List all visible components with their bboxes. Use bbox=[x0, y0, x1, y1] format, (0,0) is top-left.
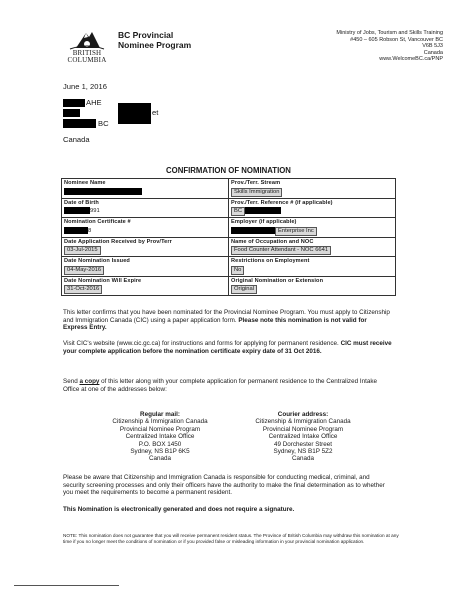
ministry-line: #450 – 605 Robson St, Vancouver BC bbox=[350, 36, 443, 43]
redaction-block bbox=[63, 119, 96, 128]
employer-value-wrap bbox=[231, 227, 393, 236]
table-row bbox=[62, 257, 396, 277]
table-row bbox=[62, 218, 396, 238]
certificate-label: Nomination Certificate # bbox=[64, 219, 131, 226]
table-cell bbox=[62, 276, 229, 296]
address-line: Provincial Nominee Program bbox=[119, 425, 201, 433]
ministry-website: www.WelcomeBC.ca/PNP bbox=[379, 56, 443, 63]
original-value-wrap bbox=[231, 285, 393, 294]
table-row bbox=[62, 198, 396, 218]
table-row bbox=[62, 276, 396, 296]
address-line: Canada bbox=[148, 455, 172, 463]
logo-text-line1: BRITISH bbox=[72, 49, 102, 57]
received-value-wrap bbox=[64, 246, 226, 255]
address-line: Sydney, NS B1P 5Z2 bbox=[273, 448, 333, 456]
occupation-label: Name of Occupation and NOC bbox=[231, 238, 314, 245]
dob-label: Date of Birth bbox=[64, 199, 99, 206]
regular-mail-address bbox=[95, 411, 225, 463]
redaction-block bbox=[245, 207, 281, 214]
paragraph-text: Visit CIC's website (www.cic.gc.ca) for instructions and forms for applying for permanent residence. bbox=[63, 340, 341, 347]
received-label: Date Application Received by Prov/Terr bbox=[64, 238, 172, 245]
received-value: 03-Jul-2015 bbox=[64, 246, 101, 255]
paragraph-emphasis: CIC must receive your complete application before the nomination certificate expiry date of 31 Oct 2016. bbox=[63, 340, 392, 355]
paragraph-text: Send bbox=[63, 378, 80, 385]
ministry-line: V6B 5J3 bbox=[422, 43, 443, 50]
reference-value-wrap bbox=[231, 207, 393, 216]
original-label: Original Nomination or Extension bbox=[231, 277, 324, 284]
recipient-country: Canada bbox=[63, 135, 90, 144]
address-line: 49 Dorchester Street bbox=[273, 440, 333, 448]
issued-value: 04-May-2016 bbox=[64, 266, 104, 275]
ministry-line: Canada bbox=[423, 49, 443, 56]
reference-label: Prov./Terr. Reference # (if applicable) bbox=[231, 199, 333, 206]
nominee-name-label: Nominee Name bbox=[64, 180, 106, 186]
redaction-block bbox=[64, 207, 90, 214]
table-cell bbox=[229, 198, 396, 218]
paragraph-emphasis: a copy bbox=[79, 378, 100, 385]
employer-label: Employer (if applicable) bbox=[231, 219, 297, 226]
expire-label: Date Nomination Will Expire bbox=[64, 277, 142, 284]
table-cell bbox=[229, 218, 396, 238]
ministry-line: Ministry of Jobs, Tourism and Skills Training bbox=[336, 30, 443, 36]
letter-date: June 1, 2016 bbox=[63, 82, 107, 91]
redaction-block bbox=[118, 103, 151, 124]
reference-value: BC bbox=[231, 207, 245, 216]
stream-value: Skills Immigration bbox=[231, 188, 282, 197]
certificate-value-wrap bbox=[64, 227, 226, 235]
logo-text-line2: COLUMBIA bbox=[67, 56, 107, 64]
redaction-block bbox=[64, 227, 88, 234]
certificate-value: 8 bbox=[88, 227, 92, 234]
recipient-line3: BC bbox=[98, 119, 109, 128]
recipient-line1: AHE bbox=[86, 98, 102, 107]
table-row bbox=[62, 179, 396, 199]
redaction-block bbox=[231, 227, 275, 234]
ministry-address bbox=[336, 30, 443, 63]
bc-logo bbox=[62, 28, 112, 64]
address-line: Centralized Intake Office bbox=[125, 433, 195, 441]
table-cell bbox=[62, 218, 229, 238]
address-line: Sydney, NS B1P 6K5 bbox=[130, 448, 190, 456]
table-cell bbox=[229, 179, 396, 199]
paragraph-emphasis: Please note this nomination is not valid for Express Entry. bbox=[63, 316, 367, 332]
org-line2: Nominee Program bbox=[118, 40, 192, 50]
divider-line bbox=[14, 585, 119, 586]
restrictions-value: No bbox=[231, 266, 244, 275]
document-title: CONFIRMATION OF NOMINATION bbox=[166, 166, 291, 175]
expire-value-wrap bbox=[64, 285, 226, 294]
paragraph-electronic: This Nomination is electronically generated and does not require a signature. bbox=[63, 506, 295, 513]
table-cell bbox=[62, 179, 229, 199]
table-row bbox=[62, 237, 396, 257]
occupation-value: Food Counter Attendant - NOC 6641 bbox=[231, 246, 331, 255]
address-line: P.O. BOX 1450 bbox=[138, 440, 182, 448]
nomination-table bbox=[61, 178, 396, 296]
program-name bbox=[118, 30, 191, 50]
courier-heading: Courier address: bbox=[277, 411, 329, 418]
table-cell bbox=[62, 237, 229, 257]
issued-label: Date Nomination Issued bbox=[64, 258, 130, 265]
paragraph-confirmation bbox=[63, 309, 393, 332]
employer-value: Enterprise Inc bbox=[275, 227, 317, 236]
dob-value: 991 bbox=[90, 208, 100, 215]
recipient-line2: et bbox=[152, 108, 159, 117]
table-cell bbox=[62, 198, 229, 218]
issued-value-wrap bbox=[64, 266, 226, 275]
footnote: NOTE: This nomination does not guarantee that you will receive permanent resident status. The Province of British Columbia may withdraw this nomination at any time if you no longer meet the conditions of nomination or if you provided false or misleading information in your provincial nomination application. bbox=[63, 533, 399, 544]
restrictions-value-wrap bbox=[231, 266, 393, 275]
regular-mail-heading: Regular mail: bbox=[140, 411, 180, 418]
paragraph-text: This letter confirms that you have been nominated for the Provincial Nominee Program. You must apply to Citizenship and Immigration Canada (CIC) using a paper application form. bbox=[63, 309, 390, 324]
redaction-block bbox=[63, 99, 85, 107]
occupation-value-wrap bbox=[231, 246, 393, 255]
paragraph-instructions bbox=[63, 340, 393, 355]
nominee-name-value bbox=[64, 188, 226, 196]
address-line: Citizenship & Immigration Canada bbox=[255, 418, 351, 426]
paragraph-screening: Please be aware that Citizenship and Immigration Canada is responsible for conducting medical, criminal, and security screening processes and only their officers have the authority to make the final determination as to whether you meet the requirements to become a permanent resident. bbox=[63, 474, 385, 497]
expire-value: 31-Oct-2016 bbox=[64, 285, 102, 294]
courier-address bbox=[238, 411, 368, 463]
table-cell bbox=[229, 257, 396, 277]
address-line: Provincial Nominee Program bbox=[262, 425, 344, 433]
restrictions-label: Restrictions on Employment bbox=[231, 258, 310, 265]
stream-value-wrap bbox=[231, 188, 393, 197]
paragraph-send-copy bbox=[63, 378, 393, 393]
redaction-block bbox=[63, 109, 80, 117]
table-cell bbox=[229, 237, 396, 257]
paragraph-text: of this letter along with your complete application for permanent residence to the Centralized Intake Office at one of the addresses below: bbox=[63, 378, 377, 393]
dob-value-wrap bbox=[64, 207, 226, 215]
redaction-block bbox=[64, 188, 142, 195]
table-cell bbox=[62, 257, 229, 277]
address-line: Centralized Intake Office bbox=[268, 433, 338, 441]
org-line1: BC Provincial bbox=[118, 30, 174, 40]
address-line: Canada bbox=[291, 455, 315, 463]
bc-crest-icon bbox=[62, 28, 112, 50]
stream-label: Prov./Terr. Stream bbox=[231, 180, 281, 186]
original-value: Original bbox=[231, 285, 257, 294]
address-line: Citizenship & Immigration Canada bbox=[112, 418, 208, 426]
table-cell bbox=[229, 276, 396, 296]
